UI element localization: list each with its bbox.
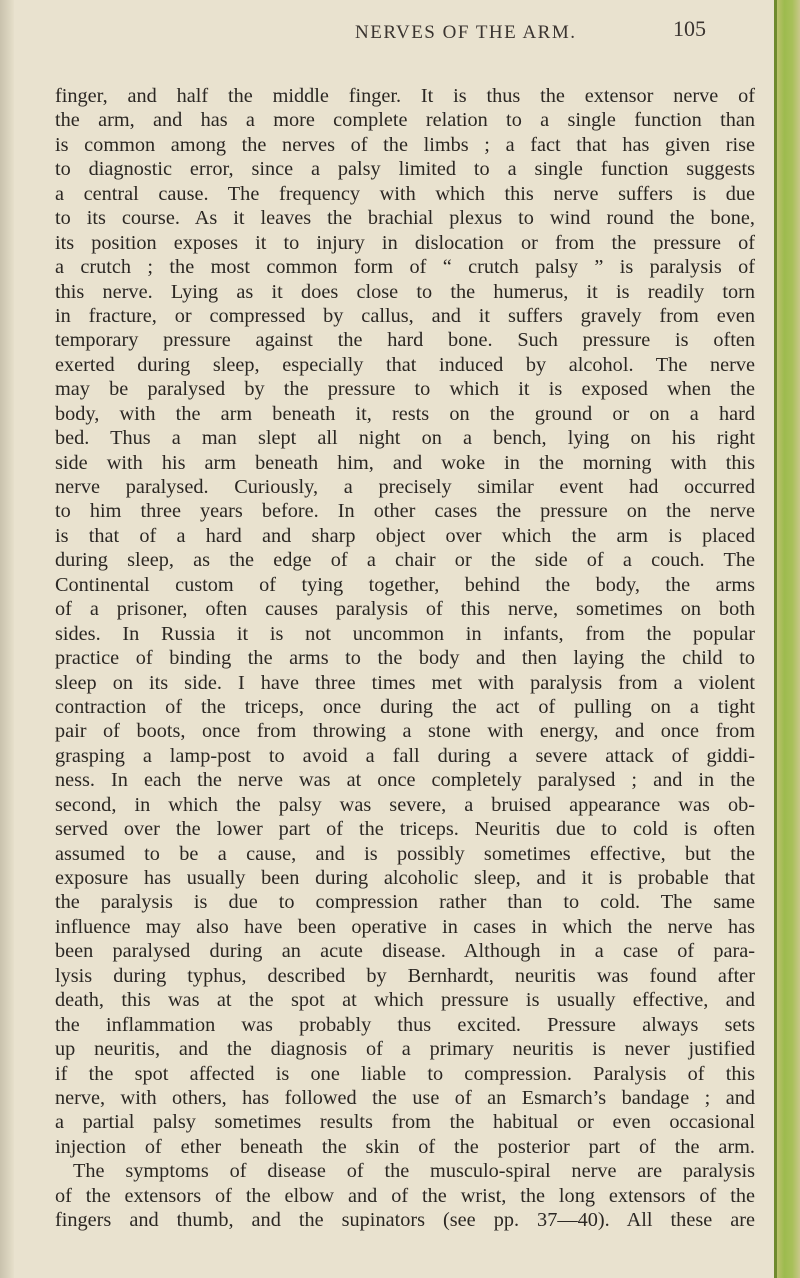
text-line: lysis during typhus, described by Bernhardt, neuritis was found after (55, 964, 755, 987)
text-line: Continental custom of tying together, behind the body, the arms (55, 573, 755, 596)
text-line: is common among the nerves of the limbs ; a fact that has given rise (55, 133, 755, 156)
text-line: a partial palsy sometimes results from the habitual or even occasional (55, 1111, 755, 1134)
text-line: influence may also have been operative in cases in which the nerve has (55, 915, 755, 938)
text-line: death, this was at the spot at which pressure is usually effective, and (55, 989, 755, 1012)
text-line: of a prisoner, often causes paralysis of this nerve, sometimes on both (55, 598, 755, 621)
page-left-shadow (0, 0, 14, 1278)
text-line: exposure has usually been during alcoholic sleep, and it is probable that (55, 867, 755, 889)
text-line: fingers and thumb, and the supinators (see pp. 37—40). All these are (55, 1209, 755, 1232)
text-line: served over the lower part of the triceps. Neuritis due to cold is often (55, 818, 755, 841)
text-line: up neuritis, and the diagnosis of a primary neuritis is never justified (55, 1038, 755, 1061)
text-line: to him three years before. In other cases the pressure on the nerve (55, 500, 755, 523)
text-line: during sleep, as the edge of a chair or the side of a couch. The (55, 549, 755, 572)
text-line: its position exposes it to injury in dislocation or from the pressure of (55, 231, 755, 254)
text-line: finger, and half the middle finger. It is thus the extensor nerve of (55, 85, 755, 107)
text-line: the inflammation was probably thus excited. Pressure always sets (55, 1013, 755, 1036)
text-line: nerve paralysed. Curiously, a precisely similar event had occurred (55, 476, 755, 498)
text-line: to its course. As it leaves the brachial plexus to wind round the bone, (55, 207, 755, 230)
text-line: exerted during sleep, especially that induced by alcohol. The nerve (55, 353, 755, 376)
text-line: of the extensors of the elbow and of the wrist, the long extensors of the (55, 1184, 755, 1207)
text-line: grasping a lamp-post to avoid a fall during a severe attack of giddi- (55, 744, 755, 767)
text-line: may be paralysed by the pressure to which it is exposed when the (55, 378, 755, 401)
text-line: second, in which the palsy was severe, a bruised appearance was ob- (55, 793, 755, 816)
page-number: 105 (673, 16, 706, 41)
text-line: a crutch ; the most common form of “ crutch palsy ” is paralysis of (55, 256, 755, 279)
text-line: a central cause. The frequency with which this nerve suffers is due (55, 182, 755, 205)
text-line: temporary pressure against the hard bone. Such pressure is often (55, 329, 755, 352)
text-line: is that of a hard and sharp object over which the arm is placed (55, 524, 755, 547)
text-line: The symptoms of disease of the musculo-spiral nerve are paralysis (73, 1160, 755, 1183)
text-line: been paralysed during an acute disease. Although in a case of para- (55, 940, 755, 963)
text-line: side with his arm beneath him, and woke in the morning with this (55, 451, 755, 474)
text-line: practice of binding the arms to the body and then laying the child to (55, 647, 755, 670)
text-line: nerve, with others, has followed the use of an Esmarch’s bandage ; and (55, 1086, 755, 1109)
text-line: in fracture, or compressed by callus, and it suffers gravely from even (55, 304, 755, 327)
text-line: the arm, and has a more complete relation to a single function than (55, 109, 755, 132)
text-line: bed. Thus a man slept all night on a bench, lying on his right (55, 427, 755, 450)
book-edge-strip (774, 0, 800, 1278)
running-head: NERVES OF THE ARM. (355, 22, 577, 43)
text-line: this nerve. Lying as it does close to the humerus, it is readily torn (55, 280, 755, 303)
text-line: pair of boots, once from throwing a stone with energy, and once from (55, 720, 755, 743)
text-line: contraction of the triceps, once during the act of pulling on a tight (55, 695, 755, 718)
text-line: sides. In Russia it is not uncommon in infants, from the popular (55, 622, 755, 645)
text-line: ness. In each the nerve was at once completely paralysed ; and in the (55, 769, 755, 792)
text-line: to diagnostic error, since a palsy limited to a single function suggests (55, 158, 755, 181)
text-line: the paralysis is due to compression rather than to cold. The same (55, 891, 755, 914)
text-line: sleep on its side. I have three times met with paralysis from a violent (55, 671, 755, 694)
body-text (55, 84, 755, 1233)
text-line: if the spot affected is one liable to compression. Paralysis of this (55, 1062, 755, 1085)
text-line: body, with the arm beneath it, rests on the ground or on a hard (55, 402, 755, 425)
text-line: injection of ether beneath the skin of the posterior part of the arm. (55, 1135, 755, 1158)
text-line: assumed to be a cause, and is possibly sometimes effective, but the (55, 842, 755, 865)
